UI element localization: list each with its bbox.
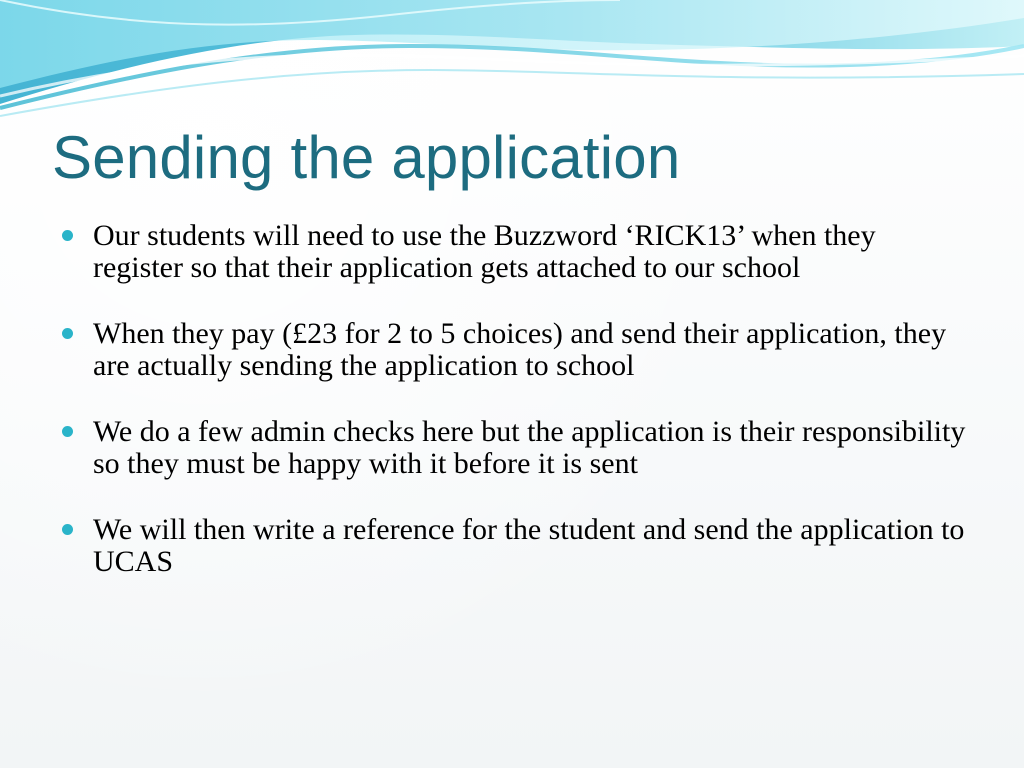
- bullet-icon: [62, 524, 73, 535]
- bullet-icon: [62, 328, 73, 339]
- bullet-item-checks: [62, 416, 972, 480]
- bullet-text: We will then write a reference for the student and send the application to UCAS: [93, 513, 965, 578]
- bullet-text: We do a few admin checks here but the application is their responsibility so they must be happy with it before it is sent: [93, 415, 966, 480]
- bullet-icon: [62, 230, 73, 241]
- bullet-item-payment: [62, 318, 972, 382]
- bullet-item-reference: [62, 514, 972, 578]
- bullet-item-buzzword: [62, 220, 972, 284]
- bullet-icon: [62, 426, 73, 437]
- slide-title: Sending the application: [52, 124, 681, 191]
- bullet-text: When they pay (£23 for 2 to 5 choices) and send their application, they are actually sending the application to school: [93, 317, 947, 382]
- decorative-wave-header: [0, 0, 1024, 140]
- bullet-text: Our students will need to use the Buzzword ‘RICK13’ when they register so that their application gets attached to our school: [93, 219, 876, 284]
- bullet-list: [62, 220, 972, 612]
